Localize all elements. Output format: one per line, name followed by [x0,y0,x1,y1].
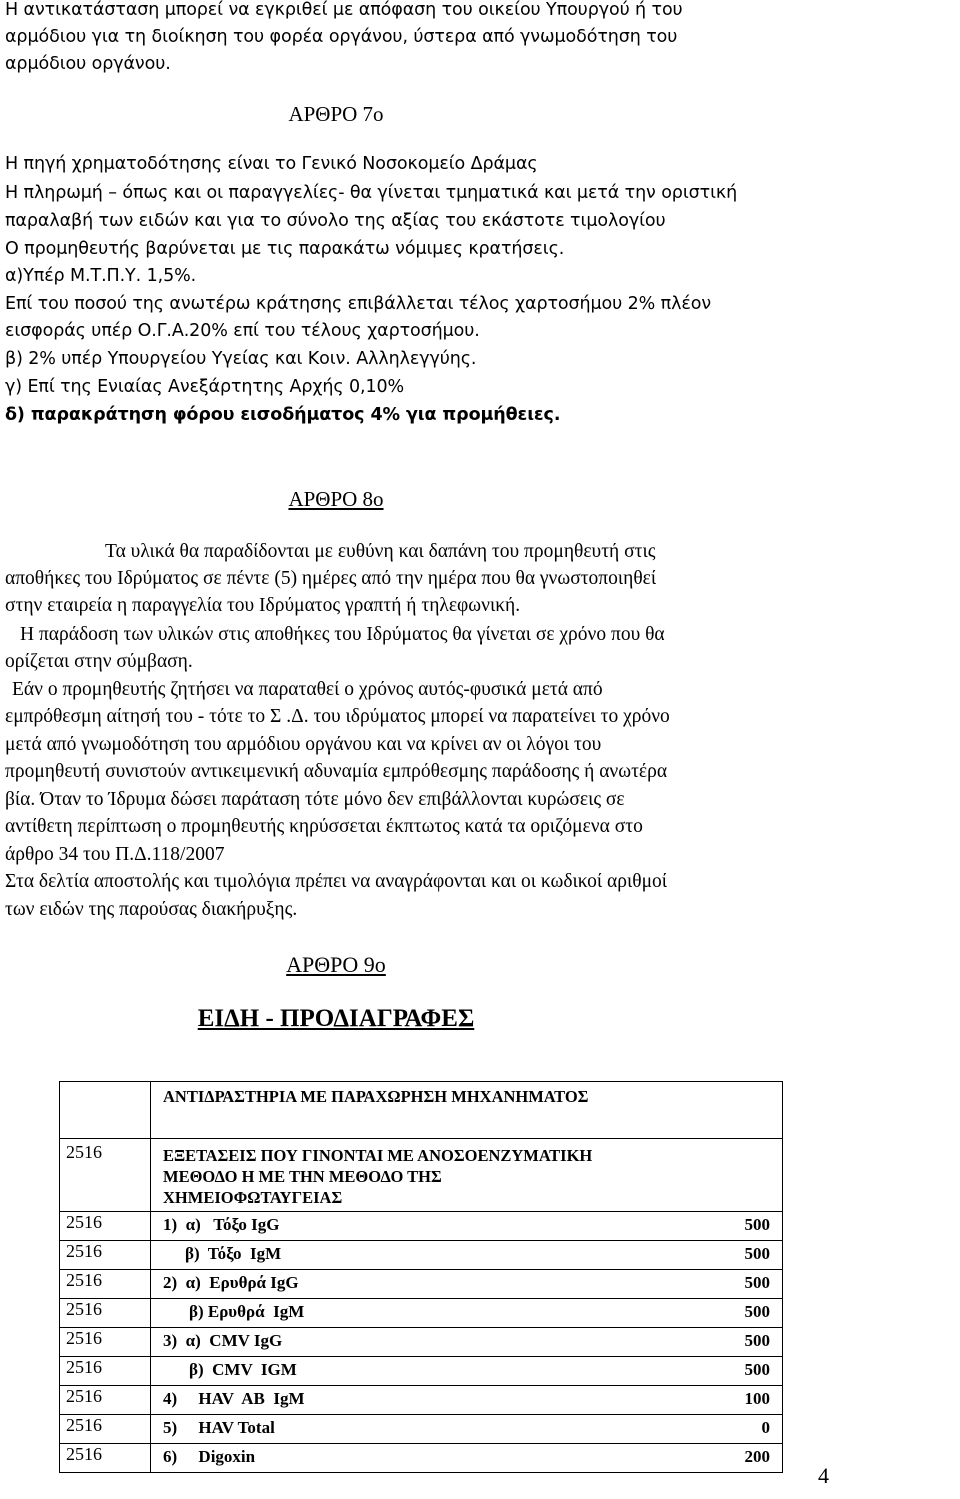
item-description [151,1386,783,1415]
deduction-a: α)Υπέρ Μ.Τ.Π.Υ. 1,5%. [5,266,197,286]
group-description [151,1139,783,1212]
item-code: 2516 [60,1270,151,1299]
item-description [151,1357,783,1386]
item-code: 2516 [60,1357,151,1386]
page-number: 4 [818,1463,829,1488]
table-row [60,1328,783,1357]
deduction-d: δ) παρακράτηση φόρου εισοδήματος 4% για προμήθειες. [5,405,561,425]
article-8-line: Τα υλικά θα παραδίδονται με ευθύνη και δαπάνη του προμηθευτή στις [105,541,656,562]
article-8-line: Η παράδοση των υλικών στις αποθήκες του Ιδρύματος θα γίνεται σε χρόνο που θα [20,624,665,645]
item-label: 5) HAV Total [163,1418,275,1437]
item-quantity: 0 [761,1418,770,1437]
deduction-b: β) 2% υπέρ Υπουργείου Υγείας και Κοιν. Αλληλεγγύης. [5,349,477,369]
item-label: 6) Digoxin [163,1447,256,1466]
article-8-line: μετά από γνωμοδότηση του αρμόδιου οργάνου και να κρίνει αν οι λόγοι του [5,734,602,755]
item-quantity: 500 [744,1273,770,1292]
article-8-line: εμπρόθεσμη αίτησή του - τότε το Σ .Δ. του ιδρύματος μπορεί να παρατείνει το χρόνο [5,706,670,727]
item-code: 2516 [60,1299,151,1328]
article-8-line: αντίθετη περίπτωση ο προμηθευτής κηρύσσεται έκπτωτος κατά τα οριζόμενα στο [5,816,643,837]
item-description [151,1299,783,1328]
item-quantity: 500 [744,1244,770,1263]
intro-line: αρμόδιου οργάνου. [5,54,171,74]
item-code: 2516 [60,1212,151,1241]
stamp-duty-line: εισφοράς υπέρ Ο.Γ.Α.20% επί του τέλους χαρτοσήμου. [5,321,480,341]
article-7-line: Η πληρωμή – όπως και οι παραγγελίες- θα γίνεται τμηματικά και μετά την οριστική [5,183,738,203]
article-8-line: Εάν ο προμηθευτής ζητήσει να παραταθεί ο χρόνος αυτός-φυσικά μετά από [12,679,603,700]
item-label: β) Ερυθρά IgM [189,1302,305,1321]
table-row [60,1212,783,1241]
item-label: 4) HAV AB IgM [163,1389,305,1408]
item-code: 2516 [60,1139,151,1212]
intro-line: Η αντικατάσταση μπορεί να εγκριθεί με απόφαση του οικείου Υπουργού ή του [5,0,683,20]
item-quantity: 500 [744,1360,770,1379]
item-quantity: 200 [744,1447,770,1466]
item-label: β) Τόξο IgM [185,1244,282,1263]
article-7-title: ΑΡΘΡΟ 7ο [288,102,384,126]
stamp-duty-line: Επί του ποσού της ανωτέρω κράτησης επιβάλλεται τέλος χαρτοσήμου 2% πλέον [5,294,711,314]
item-description [151,1415,783,1444]
item-description [151,1328,783,1357]
article-8-line: βία. Όταν το Ίδρυμα δώσει παράταση τότε μόνο δεν επιβάλλονται κυρώσεις σε [5,789,625,810]
table-header: ΑΝΤΙΔΡΑΣΤΗΡΙΑ ΜΕ ΠΑΡΑΧΩΡΗΣΗ ΜΗΧΑΝΗΜΑΤΟΣ [151,1082,783,1139]
article-7-line: παραλαβή των ειδών και για το σύνολο της αξίας του εκάστοτε τιμολογίου [5,211,666,231]
group-description-line: ΕΞΕΤΑΣΕΙΣ ΠΟΥ ΓΙΝΟΝΤΑΙ ΜΕ ΑΝΟΣΟΕΝΖΥΜΑΤΙΚΗ [163,1146,593,1165]
table-cell-empty [60,1082,151,1139]
item-quantity: 500 [744,1331,770,1350]
deduction-c: γ) Επί της Ενιαίας Ανεξάρτητης Αρχής 0,10% [5,377,405,397]
article-8-line: προμηθευτή συνιστούν αντικειμενική αδυναμία εμπρόθεσμης παράδοσης ή ανωτέρα [5,761,668,782]
article-8-line: των ειδών της παρούσας διακήρυξης. [5,899,298,920]
item-description [151,1241,783,1270]
item-code: 2516 [60,1415,151,1444]
article-8-line: ορίζεται στην σύμβαση. [5,651,193,672]
table-row [60,1270,783,1299]
article-8-line: στην εταιρεία η παραγγελία του Ιδρύματος γραπτή ή τηλεφωνική. [5,595,521,616]
article-9-subtitle: ΕΙΔΗ - ΠΡΟΔΙΑΓΡΑΦΕΣ [197,1005,475,1032]
item-quantity: 500 [744,1302,770,1321]
article-8-line: Στα δελτία αποστολής και τιμολόγια πρέπει να αναγράφονται και οι κωδικοί αριθμοί [5,871,668,892]
item-code: 2516 [60,1328,151,1357]
table-row [60,1357,783,1386]
item-quantity: 500 [744,1215,770,1234]
table-group-row [60,1139,783,1212]
item-label: β) CMV IGM [189,1360,297,1379]
table-row [60,1386,783,1415]
article-8-title: ΑΡΘΡΟ 8ο [288,487,384,511]
item-label: 3) α) CMV IgG [163,1331,283,1350]
article-8-line: άρθρο 34 του Π.Δ.118/2007 [5,844,225,865]
table-row [60,1241,783,1270]
article-7-line: Ο προμηθευτής βαρύνεται με τις παρακάτω νόμιμες κρατήσεις. [5,239,565,259]
table-row [60,1299,783,1328]
items-table [59,1081,783,1473]
item-code: 2516 [60,1444,151,1473]
item-description [151,1444,783,1473]
group-description-line: ΜΕΘΟΔΟ Η ΜΕ ΤΗΝ ΜΕΘΟΔΟ ΤΗΣ [163,1167,442,1186]
article-7-line: Η πηγή χρηματοδότησης είναι το Γενικό Νοσοκομείο Δράμας [5,154,538,174]
item-code: 2516 [60,1386,151,1415]
item-label: 2) α) Ερυθρά IgG [163,1273,299,1292]
article-9-title: ΑΡΘΡΟ 9ο [286,952,386,977]
article-8-line: αποθήκες του Ιδρύματος σε πέντε (5) ημέρες από την ημέρα που θα γνωστοποιηθεί [5,568,657,589]
item-label: 1) α) Τόξο IgG [163,1215,280,1234]
item-quantity: 100 [744,1389,770,1408]
item-description [151,1212,783,1241]
intro-line: αρμόδιου για τη διοίκηση του φορέα οργάνου, ύστερα από γνωμοδότηση του [5,27,678,47]
table-row [60,1444,783,1473]
group-description-line: ΧΗΜΕΙΟΦΩΤΑΥΓΕΙΑΣ [163,1188,343,1207]
table-header-row [60,1082,783,1139]
item-description [151,1270,783,1299]
item-code: 2516 [60,1241,151,1270]
table-row [60,1415,783,1444]
